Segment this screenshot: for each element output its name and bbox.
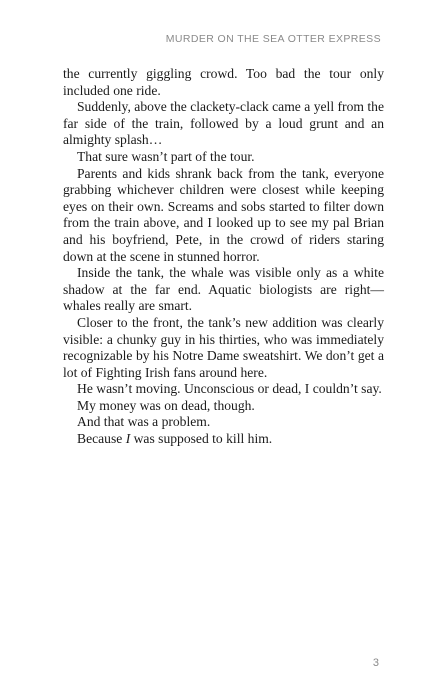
paragraph: Inside the tank, the whale was visible only as a white shadow at the far end. Aquatic biologists are right—whales really are smart.	[63, 265, 384, 314]
paragraph: the currently giggling crowd. Too bad the tour only included one ride.	[63, 66, 384, 98]
paragraph: Closer to the front, the tank’s new addition was clearly visible: a chunky guy in his thirties, who was immediately recognizable by his Notre Dame sweatshirt. We don’t get a lot of Fighting Irish fans around here.	[63, 314, 384, 380]
paragraph: My money was on dead, though.	[77, 397, 255, 413]
paragraph: And that was a problem.	[77, 414, 211, 430]
final-paragraph-before: Because	[77, 431, 126, 447]
page-number: 3	[372, 657, 379, 669]
paragraph: Suddenly, above the clackety-clack came a yell from the far side of the train, followed by a loud grunt and an almighty splash…	[63, 99, 384, 148]
final-paragraph-emphasis: I	[125, 431, 131, 447]
paragraph: That sure wasn’t part of the tour.	[77, 148, 255, 164]
paragraph: He wasn’t moving. Unconscious or dead, I couldn’t say.	[77, 381, 382, 397]
final-paragraph	[63, 431, 384, 448]
body-text	[63, 66, 384, 448]
final-paragraph-after: was supposed to kill him.	[130, 431, 273, 447]
running-head: MURDER ON THE SEA OTTER EXPRESS	[165, 33, 381, 45]
paragraph: Parents and kids shrank back from the tank, everyone grabbing whichever children were closest while keeping eyes on their own. Screams and sobs started to filter down from the train above, and I looked up to see my pal Brian and his boyfriend, Pete, in the crowd of riders staring down at the scene in stunned horror.	[63, 165, 384, 264]
